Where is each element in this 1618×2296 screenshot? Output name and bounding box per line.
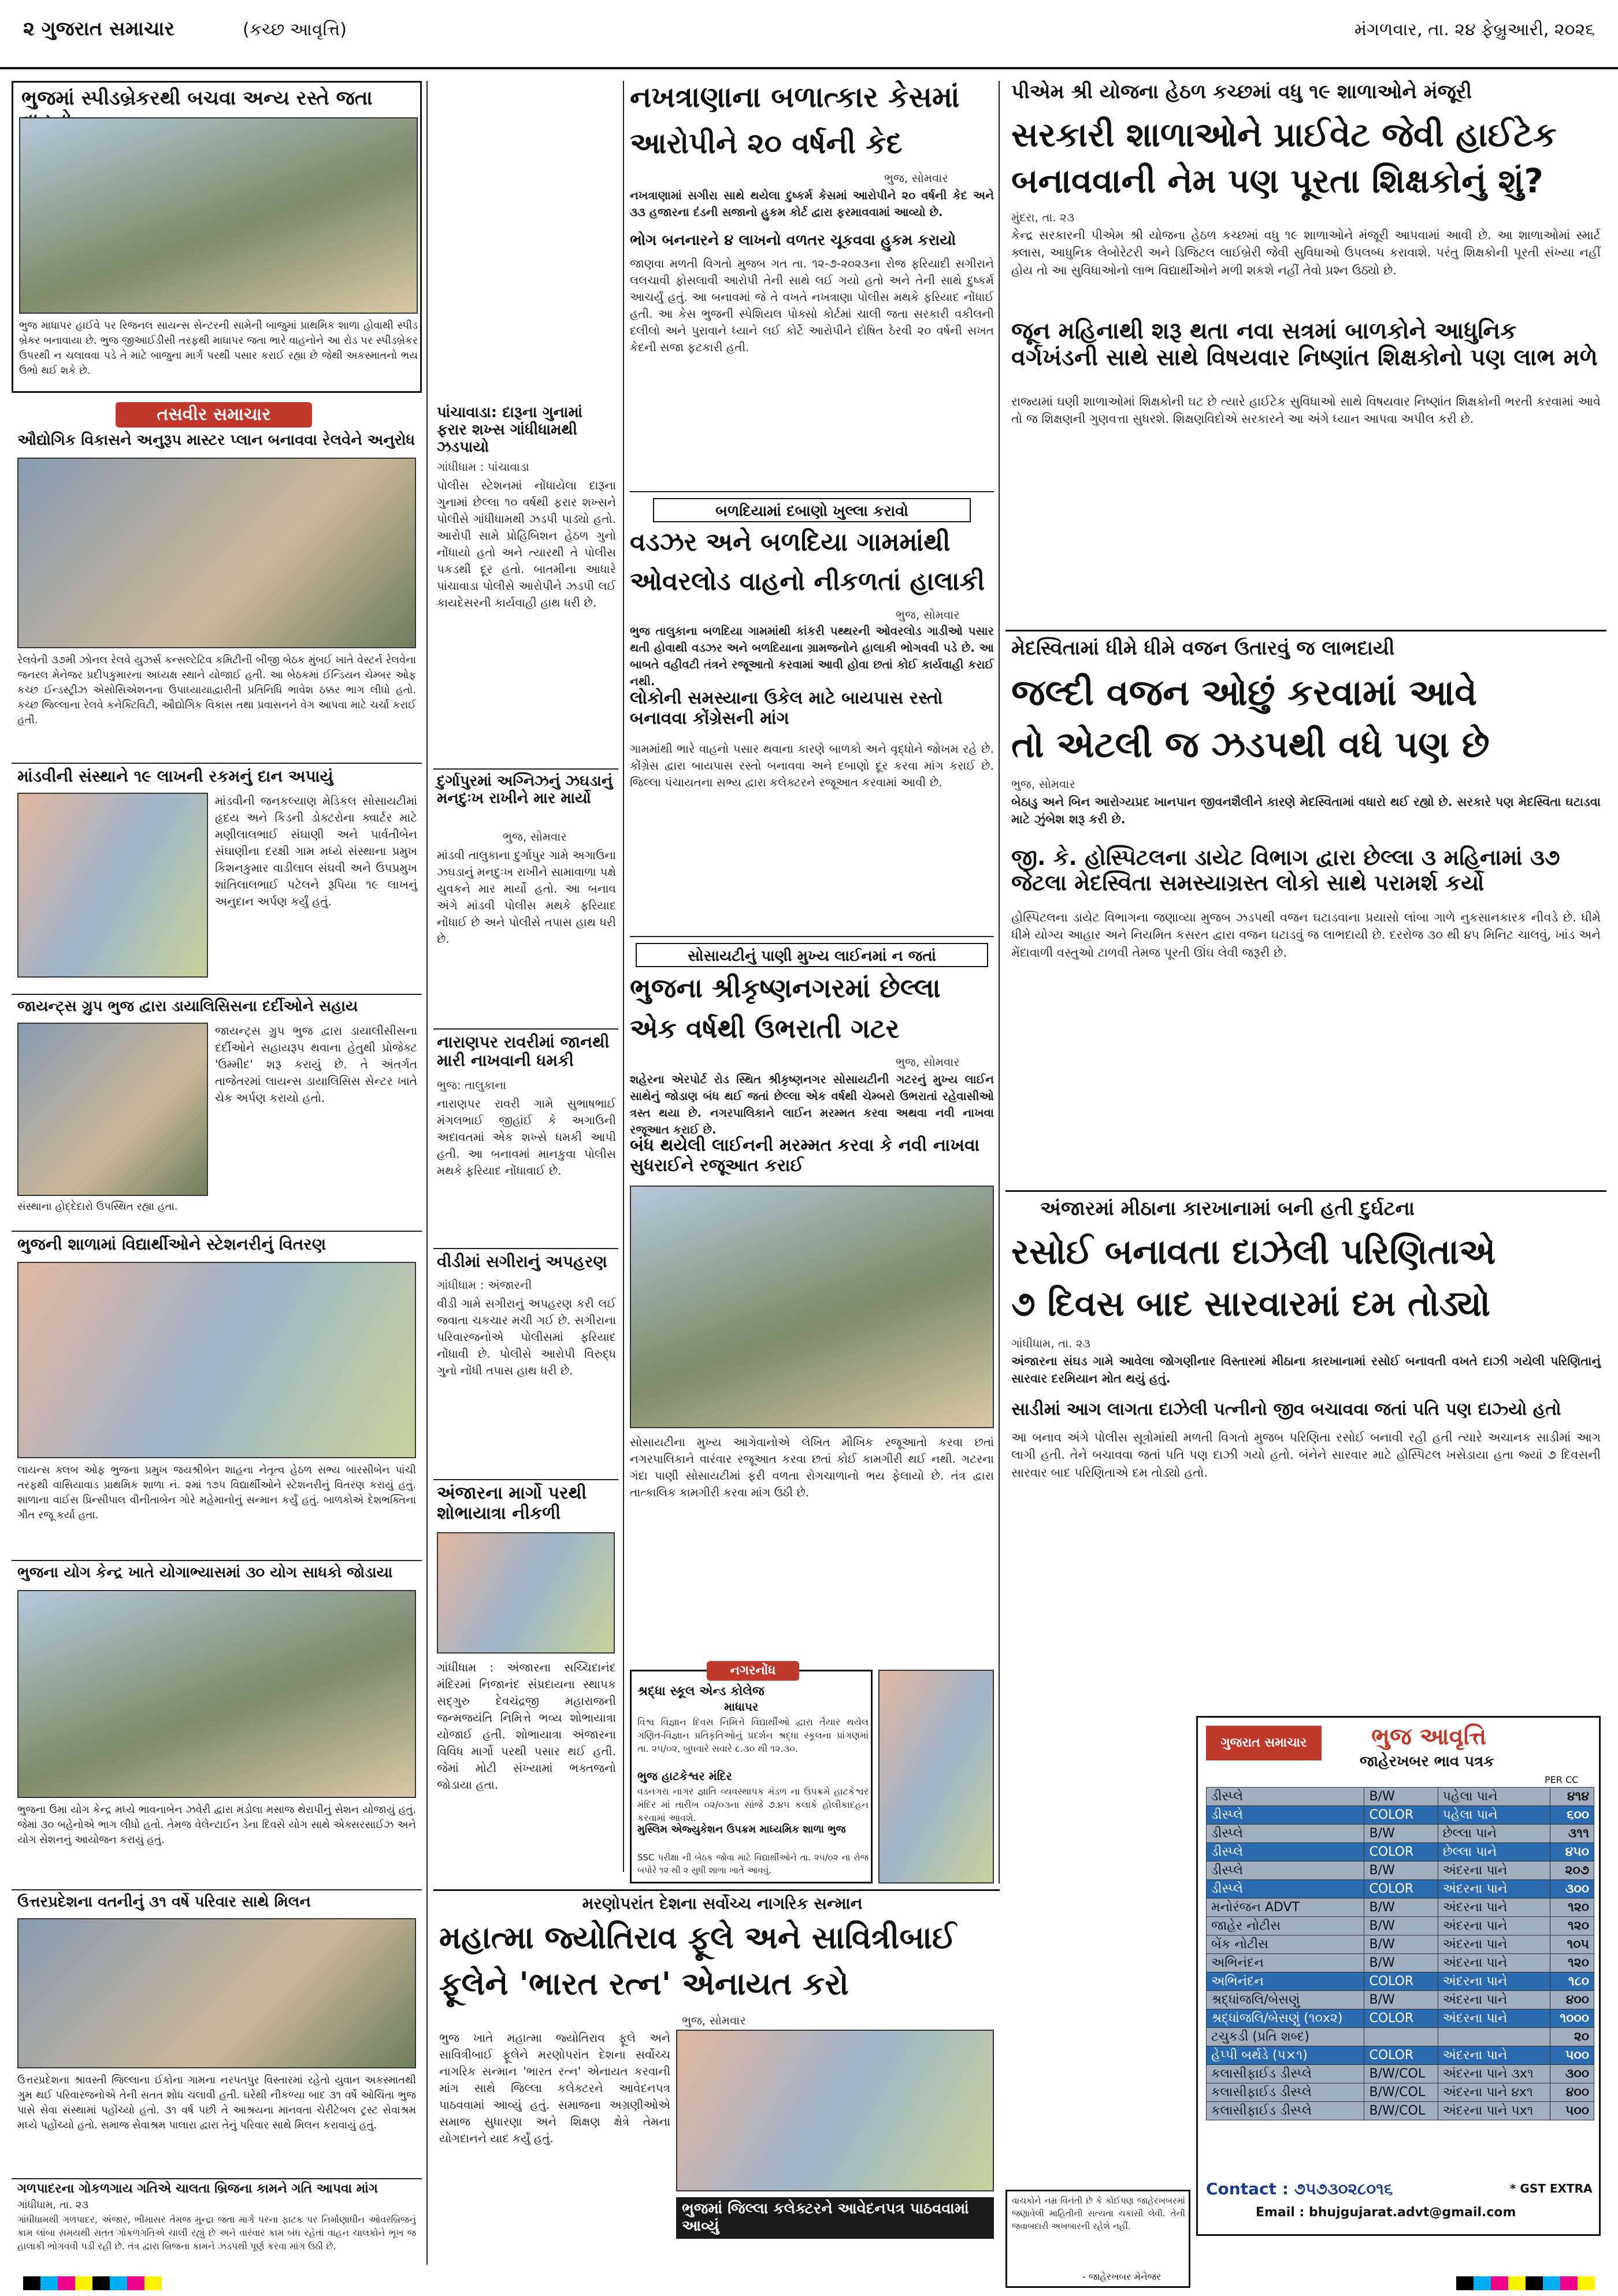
bharat-ratna-body: ભુજ ખાતે મહાત્મા જ્યોતિરાવ ફૂલે અને સાવિત્રીબાઈ ફૂલેને મરણોપરાંત દેશના સર્વોચ્ચ નાગરિક સન્માન 'ભારત રત્ન' એનાયત કરવાની માંગ સાથે જિલ્લા કલેક્ટરને આવેદનપત્ર પાઠવવામાં આવ્યું હતું. સમાજના અગ્રણીઓએ સમાજ સુધારણા અને શિક્ષણ ક્ષેત્રે તેમના યોગદાનને યાદ કર્યું હતું. [439,2031,670,2145]
rate-cell-mode: B/W [1364,1862,1438,1880]
rate-cell-mode: B/W [1364,1991,1438,2009]
rate-cell-mode: COLOR [1364,1806,1438,1825]
stationery-headline: ભુજની શાળામાં વિદ્યાર્થીઓને સ્ટેશનરીનું વિતરણ [17,1235,326,1254]
rate-row [1207,1825,1594,1843]
rate-row [1207,1862,1594,1880]
rate-cell-page: પહેલા પાને [1438,1806,1550,1825]
rate-cell-type: મનોરંજન ADVT [1207,1899,1364,1917]
pmshri-label: પીએમ શ્રી યોજના હેઠળ કચ્છમાં વધુ ૧૯ શાળાઓને મંજૂરી [1011,80,1472,103]
bharat-ratna-dateline: ભુજ, સોમવાર [682,2013,746,2027]
rate-cell-rate: ૪૫૦ [1550,1843,1594,1862]
railway-story [12,432,422,756]
baladia-label: બળદિયામાં દબાણો ખુલ્લા કરાવો [653,498,971,522]
jaycees-body: જાયન્ટ્સ ગ્રુપ ભુજ દ્વારા ડાયાલીસીસના દર્દીઓને સહાયરૂપ થવાના હેતુથી પ્રોજેક્ટ 'ઉમ્મીદ' શરૂ કરાયું છે. તે અંતર્ગત તાજેતરમાં લાયન્સ ડાયાલિસિસ સેન્ટર ખાતે ચેક અર્પણ કરાયો હતો. [215,1024,417,1105]
obesity-story [1005,630,1606,1184]
nagarnondh-body-1: વિશ્વ વિજ્ઞાન દિવસ નિમિત્તે વિદ્યાર્થીઓ દ્વારા તૈયાર થયેલ ગણિત-વિજ્ઞાન પ્રતિકૃતિઓનું પ્રદર્શન શ્રદ્ધા સ્કૂલના પ્રાંગણમાં તા. ૨૫/૦૨, બુધવારે સવારે ૮.૩૦ થી ૧૨.૩૦. [637,1717,869,1755]
bharat-ratna-headline-1: મહાત્મા જ્યોતિરાવ ફૂલે અને સાવિત્રીબાઈ [439,1919,956,1956]
ad-disclaimer: વાચકોને નમ્ર વિનંતી છે કે કોઈપણ જાહેરખબરમાં જણાવેલી માહિતીની સત્યતા ચકાસી લેવી. તેની જવાબદારી અખબારની રહેશે નહીં. [1012,2195,1185,2231]
kidnap-story [433,1248,618,1473]
rate-cell-mode: COLOR [1364,2009,1438,2028]
rate-cell-rate: ૪૦૦ [1550,2083,1594,2102]
rate-cell-rate: ૪૦૦ [1550,1991,1594,2009]
yoga-photo [17,1590,416,1798]
column-1 [12,81,428,2265]
pmshri-dateline: મુંદરા, તા. ૨૩ [1011,210,1075,224]
rate-cell-mode: COLOR [1364,2046,1438,2065]
fire-body: માંડવી તાલુકાના દુર્ગાપુર ગામે અગાઉના ઝઘડાનું મનદુઃખ રાખીને સામાવાળા પક્ષે યુવકને માર માર્યો હતો. આ બનાવ અંગે માંડવી પોલીસ મથકે ફરિયાદ નોંધાઈ છે અને પોલીસે તપાસ હાથ ધરી છે. [437,848,616,946]
page-brand: ૨ ગુજરાત સમાચાર [23,17,175,40]
rate-cell-page: અંદરના પાને [1438,2009,1550,2028]
anjarfire-lead: અંજારના સંઘડ ગામે આવેલા જોગણીનાર વિસ્તારમાં મીઠાના કારખાનામાં રસોઈ બનાવતી વખતે દાઝી ગયેલી પરિણિતાનું સારવાર દરમિયાન મોત થયું હતું. [1011,1354,1601,1386]
rate-cell-type: કલાસીફાઈડ ડીસ્પ્લે [1207,2083,1364,2102]
rate-cell-page: અંદરના પાને ૩x૧ [1438,2065,1550,2083]
rate-row [1207,2046,1594,2065]
railway-photo [17,458,416,648]
bharat-ratna-caption: ભુજમાં જિલ્લા કલેક્ટરને આવેદનપત્ર પાઠવવામાં આવ્યું [676,2197,994,2239]
speedbreaker-headline: ભુજમાં સ્પીડબ્રેકરથી બચવા અન્ય રસ્તે જતા [21,87,373,110]
kidnap-headline: વીડીમાં સગીરાનું અપહરણ [437,1252,607,1271]
rate-cell-page: છેલ્લા પાને [1438,1825,1550,1843]
nakhatrana-headline-1: નખત્રાણાના બળાત્કાર કેસમાં [630,80,960,114]
rate-cell-mode: B/W [1364,1954,1438,1972]
rate-cell-mode: B/W [1364,1899,1438,1917]
jaycees-story [12,994,422,1225]
threat-dateline: ભુજ: તાલુકાના [437,1078,507,1092]
column-3 [630,81,1000,1883]
nagarnondh-title-2: ભુજ હાટકેશ્વર મંદિર [637,1769,732,1783]
ad-email: Email : bhujgujarat.advt@gmail.com [1256,2205,1516,2220]
rate-cell-type: જાહેર નોટીસ [1207,1917,1364,1935]
pmshri-story [1005,81,1606,624]
rate-cell-mode: B/W/COL [1364,2065,1438,2083]
ad-manager: - જાહેરખબર મેનેજર [1082,2271,1161,2282]
page-header [0,0,1618,69]
rate-cell-mode: COLOR [1364,1880,1438,1899]
stationery-photo [17,1262,416,1458]
yoga-headline: ભુજના યોગ કેન્દ્ર ખાતે યોગાભ્યાસમાં ૩૦ યોગ સાધકો જોડાયા [17,1564,393,1581]
rate-cell-page: છેલ્લા પાને [1438,1843,1550,1862]
rate-cell-type: ડીસ્પ્લે [1207,1806,1364,1825]
nakhatrana-story [630,81,994,485]
nakhatrana-headline-2: આરોપીને ૨૦ વર્ષની કેદ [630,127,903,160]
column-4 [1005,81,1606,2265]
ad-brand: ગુજરાત સમાચાર [1206,1726,1322,1760]
ad-rate-table-wrap [1206,1787,1594,2120]
obesity-body: હોસ્પિટલના ડાયેટ વિભાગના જણાવ્યા મુજબ ઝડપથી વજન ઘટાડવાના પ્રયાસો લાંબા ગાળે નુકસાનકારક નીવડે છે. ધીમે ધીમે યોગ્ય આહાર અને નિયમિત કસરત દ્વારા વજન ઘટાડવું જ લાભદાયી છે. દરરોજ ૩૦ થી ૪૫ મિનિટ ચાલવું, ખાંડ અને મેંદાવાળી વસ્તુઓ ટાળવી તેમજ પૂરતી ઊંઘ લેવી જરૂરી છે. [1011,911,1601,960]
nagarnondh-box [630,1663,873,1883]
obesity-headline-2: તો એટલી જ ઝડપથી વધે પણ છે [1011,723,1490,766]
obesity-subhead: જી. કે. હોસ્પિટલના ડાયેટ વિભાગ દ્વારા છેલ્લા ૩ મહિનામાં ૩૭ જેટલા મેદસ્વિતા સમસ્યાગ્રસ્ત લોકો સાથે પરામર્શ કર્યો [1011,845,1560,896]
anjarfire-headline-2: ૭ દિવસ બાદ સારવારમાં દમ તોડ્યો [1011,1284,1490,1324]
nakhatrana-body: જાણવા મળતી વિગતો મુજબ ગત તા. ૧૨-૭-૨૦૨૩ના રોજ ફરિયાદી સગીરાને લલચાવી ફોસલાવી આરોપી તેની સાથે લઈ ગયો હતો અને તેની સાથે દુષ્કર્મ આચર્યું હતું. આ બનાવમાં જે તે વખતે નખત્રાણા પોલીસ મથકે ફરિયાદ નોંધાઈ હતી. આ કેસ ભુજની સ્પેશિયલ પોક્સો કોર્ટમાં ચાલી જતા સરકારી વકીલની દલીલો અને પુરાવાને ધ્યાને લઈ કોર્ટે આરોપીને દોષિત ઠેરવી ૨૦ વર્ષની સખત કેદની સજા ફટકારી હતી. [630,257,994,354]
rate-cell-type: ડીસ્પ્લે [1207,1880,1364,1899]
kidnap-body: વીડી ગામે સગીરાનું અપહરણ કરી લઈ જવાતા ચકચાર મચી ગઈ છે. સગીરાના પરિવારજનોએ પોલીસમાં ફરિયાદ નોંધાવી છે. પોલીસે આરોપી વિરુદ્ધ ગુનો નોંધી તપાસ હાથ ધરી છે. [437,1296,616,1377]
rate-cell-rate: ૨૦૭ [1550,1862,1594,1880]
society-lead: શહેરના એરપોર્ટ રોડ સ્થિત શ્રીકૃષ્ણનગર સોસાયટીની ગટરનું મુખ્ય લાઈન સાથેનું જોડાણ બંધ થઈ જતાં છેલ્લા એક વર્ષથી ચેમ્બરો ઉભરાતાં રહેવાસીઓ ત્રસ્ત થયા છે. નગરપાલિકાને લાઈન મરમ્મત કરવા અથવા નવી નાખવા રજૂઆત કરાઈ છે. [630,1072,994,1136]
fire-headline: દુર્ગાપુરમાં અગ્નિઝનું ઝઘડાનું મનદુઃખ રાખીને માર માર્યો [437,772,613,807]
anjar-procession-story [433,1479,618,1872]
rate-cell-type: અભિનંદન [1207,1954,1364,1972]
rate-row [1207,1806,1594,1825]
stationery-story [12,1231,422,1554]
baladia-dateline: ભુજ, સોમવાર [896,608,960,622]
rate-row [1207,1843,1594,1862]
obesity-dateline: ભુજ, સોમવાર [1011,777,1075,791]
rate-cell-rate: ૧૨૦ [1550,1899,1594,1917]
anjarfire-body: આ બનાવ અંગે પોલીસ સૂત્રોમાંથી મળતી વિગતો મુજબ પરિણિતા રસોઈ બનાવી રહી હતી ત્યારે અચાનક સાડીમાં આગ લાગી હતી. તેને બચાવવા જતાં પતિ પણ દાઝી ગયો હતો. બંનેને સારવાર માટે હોસ્પિટલ ખસેડાયા હતા જ્યાં ૭ દિવસની સારવાર બાદ પરિણિતાએ દમ તોડ્યો હતો. [1011,1431,1601,1480]
ad-title: ભુજ આવૃત્તિ [1371,1723,1487,1750]
obesity-headline-1: જલ્દી વજન ઓછું કરવામાં આવે [1011,671,1477,714]
society-label: સોસાયટીનું પાણી મુખ્ય લાઈનમાં ન જતાં [636,943,988,967]
ad-unit: PER CC [1545,1774,1579,1785]
rate-cell-rate: ૧૦૦૦ [1550,2009,1594,2028]
pmshri-headline-2: બનાવવાની નેમ પણ પૂરતા શિક્ષકોનું શું? [1011,161,1543,200]
anjar-procession-body: ગાંધીધામ : અંજારના સચ્ચિદાનંદ મંદિરમાં નિજાનંદ સંપ્રદાયના સ્થાપક સદ્ગુરુ દેવચંદ્રજી મહારાજની જન્મજયંતિ નિમિત્તે ભવ્ય શોભાયાત્રા યોજાઈ હતી. શોભાયાત્રા અંજારના વિવિધ માર્ગો પરથી પસાર થઈ હતી. જેમાં મોટી સંખ્યામાં ભક્તજનો જોડાયા હતા. [437,1660,616,1792]
railway-headline: ઔદ્યોગિક વિકાસને અનુરૂપ માસ્ટર પ્લાન બનાવવા રેલવેને અનુરોધ [17,432,415,449]
anjarfire-label: અંજારમાં મીઠાના કારખાનામાં બની હતી દુર્ઘટના [1040,1197,1415,1220]
registration-bar-right [1456,2276,1595,2290]
gandhidham-headline: પાંચાવાડા: દારૂના ગુનામાં ફરાર શખ્સ ગાંધીધામથી ઝડપાયો [437,404,583,456]
uttarpradesh-caption: ઉત્તરપ્રદેશના શ્રાવસ્તી જિલ્લાના ઈકોના ગામના નરપતપુર વિસ્તારમાં રહેતો યુવાન અકસ્માતથી ગુમ થઈ પરિવારજનોએ તેની સતત શોધ ચલાવી હતી. ઘરેથી નીકળ્યા બાદ ૩૧ વર્ષે ઓચિંતા ભુજ પાસે સેવા સંસ્થામાં પહોંચ્યો હતો. ૩૧ વર્ષ પછી તે આશ્રયના માનવતા ચેરીટેબલ ટ્રસ્ટ સેવાશ્રમ મધ્યે પહોંચ્યો હતો. સમાજ સેવાશ્રમ પાલારા દ્વારા તેનું પરિવાર સાથે મિલન કરાવાયું હતું. [17,2074,416,2132]
nakhatrana-lead: નખત્રાણામાં સગીરા સાથે થયેલા દુષ્કર્મ કેસમાં આરોપીને ૨૦ વર્ષની કેદ અને ૩૩ હજારના દંડની સજાનો હુકમ કોર્ટ દ્વારા ફરમાવવામાં આવ્યો છે. [630,188,994,219]
bharat-ratna-headline-2: ફૂલેને 'ભારત રત્ન' એનાયત કરો [439,1966,849,2002]
rate-cell-mode: B/W [1364,1825,1438,1843]
rate-cell-rate: ૩૧૧ [1550,1825,1594,1843]
nakhatrana-dateline: ભુજ, સોમવાર [884,171,948,185]
photo-news-label: તસવીર સમાચાર [116,402,312,428]
rate-cell-rate: ૧૨૦ [1550,1917,1594,1935]
rate-row [1207,2028,1594,2046]
pmshri-body2: રાજ્યમાં ઘણી શાળાઓમાં શિક્ષકોની ઘટ છે ત્યારે હાઈટેક સુવિધાઓ સાથે વિષયવાર નિષ્ણાંત શિક્ષકોની ભરતી કરવામાં આવે તો જ શિક્ષણની ગુણવત્તા સુધરશે. શિક્ષણવિદોએ સરકારને આ અંગે ધ્યાન આપવા અપીલ કરી છે. [1011,395,1601,426]
pmshri-headline-1: સરકારી શાળાઓને પ્રાઈવેટ જેવી હાઈટેક [1011,115,1557,154]
rate-row [1207,1917,1594,1935]
rate-cell-page: પહેલા પાને [1438,1788,1550,1806]
bridge-story [12,2178,422,2265]
baladia-body2: ગામમાંથી ભારે વાહનો પસાર થવાના કારણે બાળકો અને વૃદ્ધોને જોખમ રહે છે. કોંગ્રેસ દ્વારા બાયપાસ રસ્તો બનાવવા અને દબાણો દૂર કરવા માંગ કરાઈ છે. જિલ્લા પંચાયતના સભ્ય દ્વારા કલેક્ટરને રજૂઆત કરવામાં આવી છે. [630,742,994,789]
rate-cell-type: કલાસીફાઈડ ડીસ્પ્લે [1207,2065,1364,2083]
speedbreaker-caption: ભુજ માધાપર હાઈવે પર રિજનલ સાયન્સ સેન્ટરની સામેની બાજુમાં પ્રાથમિક શાળા હોવાથી સ્પીડ બ્રેકર બનાવાયા છે. ભુજ જીઆઈડીસી તરફથી માધાપર જતા ભારે વાહનોને આ રોડ પર સ્પીડબ્રેકર ઉપરથી ન ચલાવવા પડે તે માટે બાજુના માર્ગ પરથી પસાર કરાઈ રહ્યા છે જેથી અકસ્માતનો ભય ઉભો થઈ શકે છે. [19,319,418,377]
rate-cell-mode [1364,2028,1438,2046]
jaycees-caption: સંસ્થાના હોદ્દેદારો ઉપસ્થિત રહ્યા હતા. [17,1201,178,1213]
rate-row [1207,1991,1594,2009]
rate-cell-mode: B/W/COL [1364,2083,1438,2102]
mandvi-story [12,763,422,988]
bridge-dateline: ગાંધીધામ, તા. ૨૩ [17,2199,89,2211]
threat-story [433,1028,618,1242]
gandhidham-dateline: ગાંધીધામ : પાંચાવાડા [437,460,529,474]
edition-label: (કચ્છ આવૃત્તિ) [243,20,347,40]
uttarpradesh-headline: ઉત્તરપ્રદેશના વતનીનું ૩૧ વર્ષે પરિવાર સાથે મિલન [17,1893,311,1911]
rate-cell-mode: B/W [1364,1935,1438,1954]
rate-cell-rate: ૧૦૫ [1550,1935,1594,1954]
rate-cell-rate: ૩૦૦ [1550,1880,1594,1899]
rate-cell-rate: ૫૦૦ [1550,2102,1594,2120]
pmshri-body: કેન્દ્ર સરકારની પીએમ શ્રી યોજના હેઠળ કચ્છમાં વધુ ૧૯ શાળાઓને મંજૂરી આપવામાં આવી છે. આ શાળાઓમાં સ્માર્ટ ક્લાસ, આધુનિક લેબોરેટરી અને ડિજિટલ લાઈબ્રેરી જેવી સુવિધાઓ ઉપલબ્ધ કરાવાશે. પરંતુ શિક્ષકોની પૂરતી સંખ્યા નહીં હોય તો આ સુવિધાઓનો લાભ વિદ્યાર્થીઓને મળી શકશે નહીં તેવો પ્રશ્ન ઉઠ્યો છે. [1011,228,1601,277]
rate-cell-mode: COLOR [1364,1843,1438,1862]
rate-cell-type: શ્રદ્ધાંજલિ/બેસણું (૧૦x૨) [1207,2009,1364,2028]
anjar-procession-headline: અંજારના માર્ગો પરથી શોભાયાત્રા નીકળી [437,1483,587,1524]
society-collector-photo [878,1670,994,1883]
rate-cell-rate: ૫૦૦ [1550,2046,1594,2065]
speedbreaker-story [12,81,422,393]
rate-row [1207,1880,1594,1899]
rate-cell-mode: B/W [1364,1788,1438,1806]
gandhidham-body: પોલીસ સ્ટેશનમાં નોંધાયેલા દારૂના ગુનામાં છેલ્લા ૧૦ વર્ષથી ફરાર શખ્સને પોલીસે ગાંધીધામથી ઝડપી પાડ્યો હતો. આરોપી સામે પ્રોહિબિશન હેઠળ ગુનો નોંધાયો હતો અને ત્યારથી તે પોલીસ પકડથી દૂર હતો. બાતમીના આધારે પાંચાવાડા પોલીસે આરોપીને ઝડપી લઈ કાયદેસરની કાર્યવાહી હાથ ધરી છે. [437,478,616,610]
society-subhead: બંધ થયેલી લાઈનની મરમ્મત કરવા કે નવી નાખવા સુધરાઈને રજૂઆત કરાઈ [630,1135,980,1176]
ad-subtitle: જાહેરખબર ભાવ પત્રક [1360,1753,1494,1770]
bharat-ratna-label: મરણોપરાંત દેશના સર્વોચ્ચ નાગરિક સન્માન [582,1894,863,1913]
rate-row [1207,2009,1594,2028]
registration-bar-left [23,2276,162,2290]
society-photo [630,1186,994,1428]
fire-dateline: ભુજ, સોમવાર [503,830,567,844]
threat-body: નારાણપર રાવરી ગામે સુભાષભાઈ મંગલભાઈ જીહાંઈ કે અગાઉની અદાવતમાં એક શખ્સે ધમકી આપી હતી. આ બનાવમાં માનકુવા પોલીસ મથકે ફરિયાદ નોંધાવાઈ છે. [437,1097,616,1177]
anjarfire-headline-1: રસોઈ બનાવતા દાઝેલી પરિણિતાએ [1011,1232,1496,1272]
baladia-body: ભુજ તાલુકાના બળદિયા ગામમાંથી કાંકરી પથ્થરની ઓવરલોડ ગાડીઓ પસાર થતી હોવાથી વડઝર અને બળદિયાના ગ્રામજનોને હાલાકી ભોગવવી પડે છે. આ બાબતે વહીવટી તંત્રને રજૂઆતો કરવામાં આવી હોવા છતાં કોઈ કાર્યવાહી કરાઈ નથી. [630,624,994,688]
anjar-procession-photo [437,1532,615,1654]
rate-cell-type: કલાસીફાઈડ ડીસ્પ્લે [1207,2102,1364,2120]
obesity-label: મેદસ્વિતામાં ધીમે ધીમે વજન ઉતારવું જ લાભદાયી [1011,637,1395,660]
rate-cell-mode: B/W/COL [1364,2102,1438,2120]
society-dateline: ભુજ, સોમવાર [896,1055,960,1069]
rate-row [1207,1935,1594,1954]
rate-cell-type: હેપ્પી બર્થડે (પ×૧) [1207,2046,1364,2065]
ad-rate-card [1196,1716,1601,2236]
nagarnondh-body-2: વડનગરા નાગર જ્ઞાતિ વ્યવસ્થાપક મંડળ ના ઉપક્રમે હાટકેશ્વર મંદિર માં તારીખ ૦૨/૦૩ના સાંજે ૭.૪૫ કલાકે હોલીકાદહન કરવામાં આવશે. [637,1786,869,1824]
society-body: સોસાયટીના મુખ્ય આગેવાનોએ લેખિત મૌખિક રજૂઆતો કરવા છતાં નગરપાલિકાને વારંવાર રજૂઆત કરવા છતાં કોઈ કામગીરી થઈ નથી. ગટરના ગંદા પાણી સોસાયટીમાં ફરી વળતા રોગચાળાનો ભય ફેલાયો છે. તંત્ર દ્વારા તાત્કાલિક કામગીરી કરવા માંગ ઉઠી છે. [630,1435,994,1499]
anjarfire-subhead: સાડીમાં આગ લાગતા દાઝેલી પત્નીનો જીવ બચાવવા જતાં પતિ પણ દાઝ્યો હતો [1011,1399,1561,1420]
rate-cell-type: ડીસ્પ્લે [1207,1862,1364,1880]
rate-row [1207,1954,1594,1972]
rate-cell-rate: ૬૦૦ [1550,1806,1594,1825]
rate-cell-page: અંદરના પાને ૫x૧ [1438,2102,1550,2120]
bharat-ratna-photo [676,2030,994,2191]
nagarnondh-title-3: મુસ્લિમ એજ્યુકેશન ઉપક્રમ માધ્યમિક શાળા ભુજ [637,1823,846,1836]
mandvi-body: માંડવીની જનકલ્યાણ મેડિકલ સોસાયટીમાં હૃદય અને કિડની ડોક્ટરોના ક્વાર્ટર માટે મણીલાલભાઈ સંઘાણી અને પાર્વતીબેન સંઘાણીના દરક્ષી ગામ મધ્યે સંસ્થાના પ્રમુખ કિશનકુમાર વાડીલાલ સંઘવી અને ઉપપ્રમુખ શાંતિલાલભાઈ પટેલને રૂપિયા ૧૯ લાખનું અનુદાન અર્પણ કર્યું હતું. [215,794,417,908]
baladia-story [630,491,994,930]
yoga-story [12,1560,422,1883]
nagarnondh-title-1: શ્રદ્ધા સ્કૂલ એન્ડ કોલેજ [637,1684,765,1699]
rate-cell-page: અંદરના પાને [1438,1880,1550,1899]
railway-caption: રેલવેની ૩૭મી ઝોનલ રેલવે યુઝર્સ કન્સલ્ટેટિવ કમિટીની બીજી બેઠક મુંબઈ ખાતે વેસ્ટર્ન રેલવેના જનરલ મેનેજર પ્રદીપકુમારના અધ્યક્ષ સ્થાને યોજાઈ હતી. આ બેઠકમાં ઈન્ડિયન ચેમ્બર ઓફ કચ્છ ઈન્ડસ્ટ્રીઝ એસોસિએશનના ઉપાધ્યાયાદ્વારીતી પ્રતિનિધિ ભાવેશ ઠક્કર ભાગ લીધો હતો. કચ્છ જિલ્લાના રેલવે કનેક્ટિવિટી, ઔદ્યોગિક વિકાસ તથા પ્રવાસનને વેગ આપવા માટે ચર્ચા કરાઈ હતી. [17,654,416,727]
bharat-ratna-story [433,1889,1000,2288]
yoga-caption: ભુજના ઉમા યોગ કેન્દ્ર મધ્યે ભાવનાબેન ઝવેરી દ્વારા મંડોલા મસાજ થેરાપીનું સેશન યોજાયું હતું. જેમાં ૩૦ બહેનોએ ભાગ લીધો હતો. તેમજ વેલેન્ટાઈન ડેના દિવસે યોગ સાથે એક્સરસાઈઝ અને યોગ સેશનનું આયોજન કરાયું હતું. [17,1804,416,1847]
mandvi-headline: માંડવીની સંસ્થાને ૧૯ લાખની રકમનું દાન અપાયું [17,767,333,786]
rate-cell-type: ટચુકડી (પ્રતિ શબ્દ) [1207,2028,1364,2046]
rate-cell-type: ડીસ્પ્લે [1207,1825,1364,1843]
rate-cell-rate: ૪૧૪ [1550,1788,1594,1806]
rate-cell-mode: COLOR [1364,1972,1438,1991]
rate-cell-mode: B/W [1364,1917,1438,1935]
bridge-body: ગાંધીધામથી ગળપાદર, અંજાર, ભીમાસર તેમજ મુન્દ્રા જતા માર્ગ પરના ફાટક પર નિર્માણાધીન ઓવરબ્રિજનું કામ લાંબા સમયથી સતત ગોકળગતિએ ચાલી રહ્યું છે અને વારંવાર કામ બંધ રહેતાં વાહન ચાલકોને ભૂખ જ હાલાકી ભોગવવી પડી રહી છે. તંત્ર દ્વારા બ્રિજના કામને ઝડપથી પૂર્ણ કરવા માંગ ઉઠી છે. [17,2214,416,2252]
rate-cell-page: અંદરના પાને [1438,1972,1550,1991]
rate-row [1207,2065,1594,2083]
gandhidham-story [433,404,618,763]
rate-cell-type: ડીસ્પ્લે [1207,1788,1364,1806]
kidnap-dateline: ગાંધીધામ : અંજારની [437,1278,532,1292]
rate-cell-page: અંદરના પાને ૪x૧ [1438,2083,1550,2102]
rate-cell-page: અંદરના પાને [1438,1935,1550,1954]
society-headline-2: એક વર્ષથી ઉભરાતી ગટર [630,1013,900,1044]
baladia-headline-2: ઓવરલોડ વાહનો નીકળતાં હાલાકી [630,567,985,596]
rate-cell-rate: ૧૮૦ [1550,1972,1594,1991]
jaycees-headline: જાયન્ટ્સ ગ્રુપ ભુજ દ્વારા ડાયાલિસિસના દર્દીઓને સહાય [17,998,358,1015]
ad-rate-table [1206,1787,1594,2120]
bridge-headline: ગળપાદરના ગોકળગાય ગતિએ ચાલતા બ્રિજના કામને ગતિ આપવા માંગ [17,2182,378,2196]
rate-row [1207,2083,1594,2102]
page-date: મંગળવાર, તા. ૨૪ ફેબ્રુઆરી, ૨૦૨૬ [1354,20,1595,40]
rate-cell-page: અંદરના પાને [1438,1917,1550,1935]
rate-row [1207,1788,1594,1806]
rate-cell-page: અંદરના પાને [1438,2046,1550,2065]
ad-gst: * GST EXTRA [1510,2182,1593,2195]
column-2 [433,81,624,1872]
nagarnondh-label: નગરનોંધ [707,1661,799,1681]
rate-cell-page [1438,2028,1550,2046]
anjarfire-story [1005,1190,1606,1710]
rate-row [1207,1899,1594,1917]
rate-cell-type: શ્રદ્ધાંજલિ/બેસણું [1207,1991,1364,2009]
nagarnondh-place: માધાપર [724,1700,759,1714]
ad-disclaimer-box [1005,2190,1190,2288]
pmshri-subhead: જૂન મહિનાથી શરૂ થતા નવા સત્રમાં બાળકોને આધુનિક વર્ગખંડની સાથે સાથે વિષયવાર નિષ્ણાંત શિક્ષકોનો પણ લાભ મળે [1011,318,1598,371]
rate-cell-rate: ૩૦૦ [1550,2065,1594,2083]
stationery-caption: લાયન્સ ક્લબ ઓફ ભુજના પ્રમુખ જયશ્રીબેન શાહના નેતૃત્વ હેઠળ સભ્ય બારસીબેન પાંચી તરફથી વાસિયાવાડ પ્રાથમિક શાળા નં. ૨માં ૧૭૫ વિદ્યાર્થીઓને સ્ટેશનરીનું વિતરણ કરાયું હતું. શાળાના વાઈસ પ્રિન્સીપાલ વીનીતાબેન ગોરે મહેમાનોનું સન્માન કર્યું હતું. બાળકોએ દેશભક્તિના ગીત રજૂ કર્યા હતા. [17,1464,416,1522]
nagarnondh-body-3: SSC પરીક્ષા ની બેઠક જોવા માટે વિદ્યાર્થીઓને તા. ૨૫/૦૨ ના રોજ બપોરે ૧૨ થી ૨ સુધી શાળા ખાતે આવવું. [637,1852,869,1875]
rate-row [1207,1972,1594,1991]
rate-cell-page: અંદરના પાને [1438,1899,1550,1917]
obesity-lead: બેઠાડુ અને બિન આરોગ્યપ્રદ ખાનપાન જીવનશૈલીને કારણે મેદસ્વિતામાં વધારો થઈ રહ્યો છે. સરકારે પણ મેદસ્વિતા ઘટાડવા માટે ઝુંબેશ શરૂ કરી છે. [1011,795,1601,827]
rate-cell-type: બેંક નોટીસ [1207,1935,1364,1954]
rate-cell-rate: ૧૨૦ [1550,1954,1594,1972]
society-story [630,936,994,1664]
anjarfire-dateline: ગાંધીધામ, તા. ૨૩ [1011,1336,1090,1350]
nakhatrana-subhead: ભોગ બનનારને ૪ લાખનો વળતર ચૂકવવા હુકમ કરાયો [630,232,956,249]
jaycees-photo [17,1023,208,1196]
uttarpradesh-photo [17,1918,416,2068]
uttarpradesh-story [12,1889,422,2172]
rate-cell-page: અંદરના પાને [1438,1991,1550,2009]
rate-row [1207,2102,1594,2120]
rate-cell-type: અભિનંદન [1207,1972,1364,1991]
speedbreaker-photo [19,117,418,314]
threat-headline: નારાણપર રાવરીમાં જાનથી મારી નાખવાની ધમકી [437,1032,610,1071]
ad-contact: Contact : ૭૫૭૩૦૨૮૦૧૬ [1206,2179,1393,2198]
fire-story [433,768,618,1023]
baladia-headline-1: વડઝર અને બળદિયા ગામમાંથી [630,527,951,557]
mandvi-photo [17,793,208,978]
rate-cell-type: ડીસ્પ્લે [1207,1843,1364,1862]
rate-cell-page: અંદરના પાને [1438,1862,1550,1880]
rate-cell-rate: ૨૦ [1550,2028,1594,2046]
society-headline-1: ભુજના શ્રીકૃષ્ણનગરમાં છેલ્લા [630,972,941,1004]
baladia-subhead: લોકોની સમસ્યાના ઉકેલ માટે બાયપાસ રસ્તો બનાવવા કોંગ્રેસની માંગ [630,688,943,729]
rate-cell-page: અંદરના પાને [1438,1954,1550,1972]
